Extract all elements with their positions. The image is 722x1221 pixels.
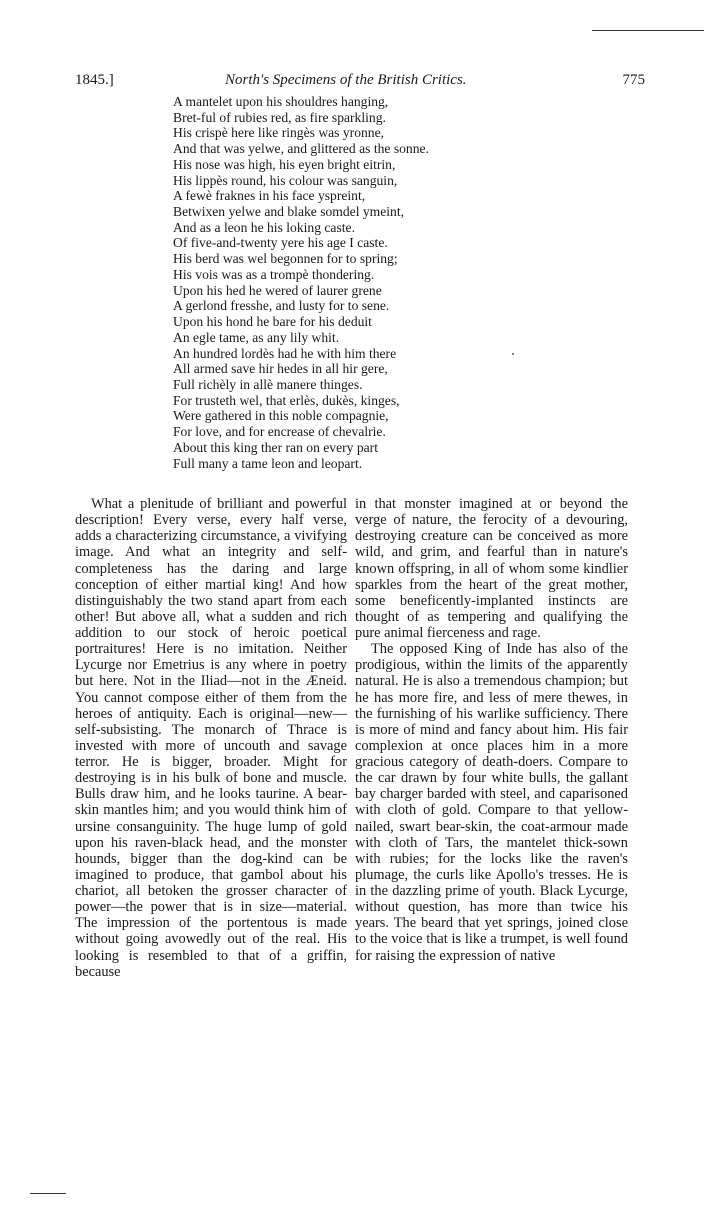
body-paragraph: The opposed King of Inde has also of the prodigious, within the limits of the apparently natural. He is also a tremendous champion; but he has more fire, and less of mere thewes, in the furnishing of his warlike sufficiency. There is more of mind and fancy about him. His fair complexion at once places him in a more gracious category of death-doers. Compare to the car drawn by four white bulls, the gallant bay charger barded with steel, and caparisoned with cloth of gold. Compare to that yellow-nailed, swart bear-skin, the coat-armour made with cloth of Tars, the mantelet thick-sown with rubies; for the locks like the raven's plumage, the curls like Apollo's tresses. He is in the dazzling prime of youth. Black Lycurge, without question, has more than twice his years. The beard that yet springs, joined close to the voice that is like a trumpet, is well found for raising the expression of native <box>355 641 628 964</box>
running-title: North's Specimens of the British Critics. <box>225 72 467 88</box>
header-year: 1845.] <box>75 72 114 88</box>
print-speck <box>512 353 514 355</box>
right-column <box>355 496 628 964</box>
verse-line: Of five-and-twenty yere his age I caste. <box>173 235 388 251</box>
verse-line: And as a leon he his loking caste. <box>173 219 355 235</box>
verse-line: His vois was as a trompè thondering. <box>173 266 375 282</box>
verse-line: His lippès round, his colour was sanguin, <box>173 172 398 188</box>
verse-line: Upon his hed he wered of laurer grene <box>173 282 382 298</box>
verse-line: Were gathered in this noble compagnie, <box>173 408 389 424</box>
top-rule <box>592 30 704 31</box>
verse-quotation <box>173 94 613 471</box>
body-paragraph: What a plenitude of brilliant and powerful description! Every verse, every half verse, adds a characterizing circumstance, a vivifying image. And what an integrity and self-completeness has the daring and large conception of either martial king! And how distinguishably the two stand apart from each other! But above all, what a sudden and rich addition to our stock of heroic poetical portraitures! Here is no imitation. Neither Lycurge nor Emetrius is any where in poetry but here. Not in the Iliad—not in the Æneid. You cannot compose either of them from the heroes of antiquity. Each is original—new—self-subsisting. The monarch of Thrace is invested with more of uncouth and savage terror. He is bigger, broader. Might for destroying is in his bulk of bone and muscle. Bulls draw him, and he looks taurine. A bear-skin mantles him; and you would think him of ursine consanguinity. The huge lump of gold upon his raven-black head, and the monster hounds, bigger than the dog-kind can be imagined to produce, that gambol about his chariot, all betoken the grosser character of power—the power that is in size—material. The impression of the portentous is made without going avowedly out of the real. His looking is resembled to that of a griffin, because <box>75 496 347 980</box>
verse-line: For love, and for encrease of chevalrie. <box>173 424 386 440</box>
bottom-rule <box>30 1193 66 1194</box>
verse-line: A mantelet upon his shouldres hanging, <box>173 94 389 109</box>
verse-line: Full many a tame leon and leopart. <box>173 455 363 471</box>
verse-line: Betwixen yelwe and blake somdel ymeint, <box>173 204 405 220</box>
verse-line: Upon his hond he bare for his deduit <box>173 314 372 330</box>
verse-line: A fewè fraknes in his face yspreint, <box>173 188 366 204</box>
verse-line: His nose was high, his eyen bright eitrin, <box>173 156 396 172</box>
verse-line: His berd was wel begonnen for to spring; <box>173 251 398 267</box>
verse-line: Bret-ful of rubies red, as fire sparkling. <box>173 109 386 125</box>
left-column <box>75 496 347 980</box>
body-paragraph-continuation: in that monster imagined at or beyond the verge of nature, the ferocity of a devouring, destroying creature can be conceived as more wild, and grim, and fearful than in nature's known offspring, in all of whom some kindlier sparkles from the heart of the great mother, some beneficently-implanted instincts are thought of as tempering and qualifying the pure animal fierceness and rage. <box>355 496 628 641</box>
verse-line: About this king ther ran on every part <box>173 439 378 455</box>
verse-line: An egle tame, as any lily whit. <box>173 329 340 345</box>
verse-line: And that was yelwe, and glittered as the sonne. <box>173 141 429 157</box>
verse-line: His crispè here like ringès was yronne, <box>173 125 385 141</box>
verse-line: For trusteth wel, that erlès, dukès, kinges, <box>173 392 400 408</box>
running-header <box>75 70 645 90</box>
verse-line: A gerlond fresshe, and lusty for to sene. <box>173 298 390 314</box>
verse-line: Full richèly in allè manere thinges. <box>173 376 363 392</box>
verse-line: An hundred lordès had he with him there <box>173 345 397 361</box>
page-number: 775 <box>622 72 645 88</box>
verse-line: All armed save hir hedes in all hir gere, <box>173 361 388 377</box>
